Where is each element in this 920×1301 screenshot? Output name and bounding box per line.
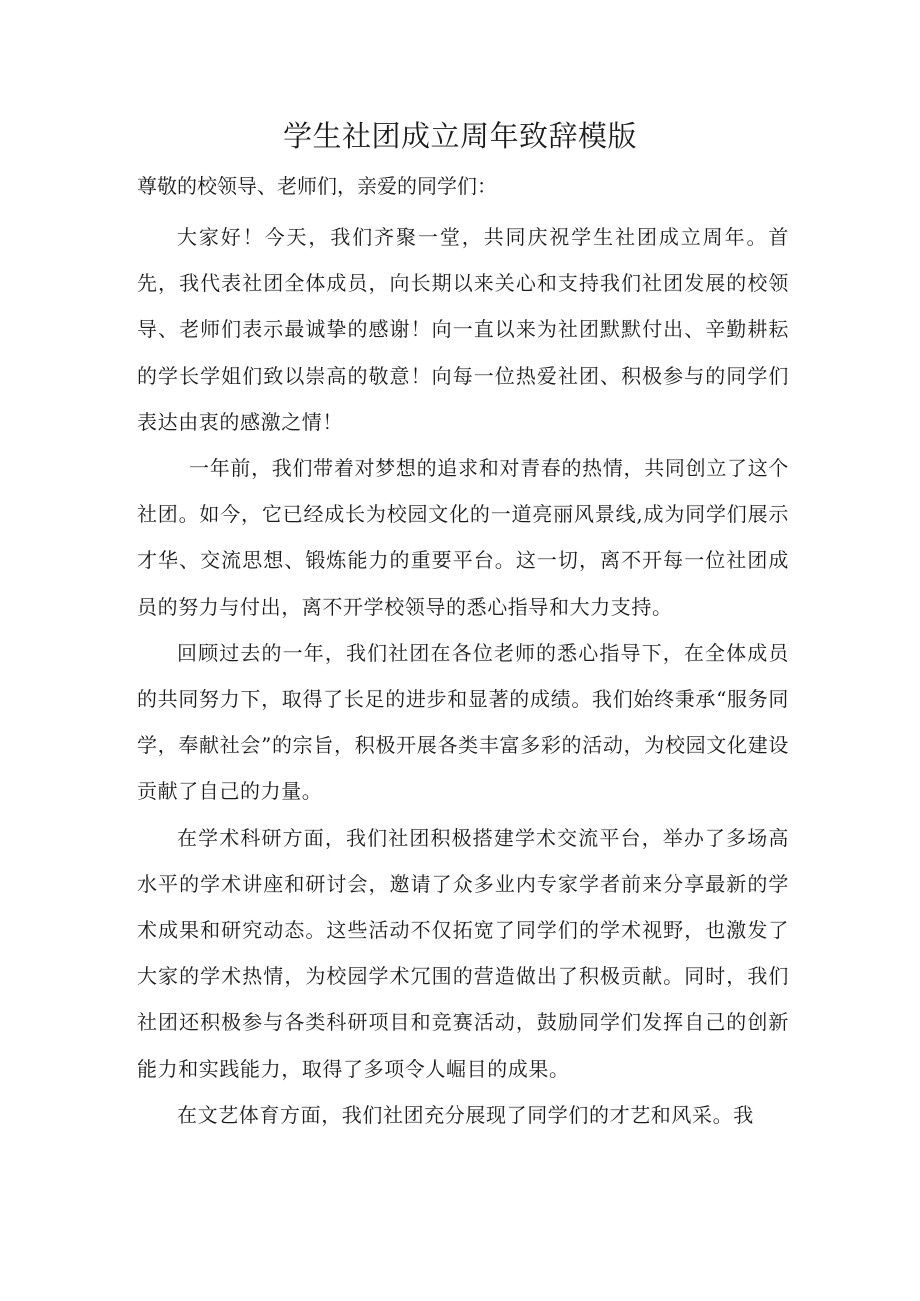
paragraph-greeting: 大家好！今天，我们齐聚一堂，共同庆祝学生社团成立周年。首先，我代表社团全体成员，向长期以来关心和支持我们社团发展的校领导、老师们表示最诚挚的感谢！向一直以来为社团默默付出、辛勤耕耘的学长学姐们致以崇高的敬意！向每一位热爱社团、积极参与的同学们表达由衷的感激之情！ — [137, 225, 789, 434]
paragraph-founding: 一年前，我们带着对梦想的追求和对青春的热情，共同创立了这个社团。如今，它已经成长为校园文化的一道亮丽风景线,成为同学们展示才华、交流思想、锻炼能力的重要平台。这一切，离不开每一位社团成员的努力与付出，离不开学校领导的悉心指导和大力支持。 — [137, 456, 789, 619]
paragraph-arts-sports: 在文艺体育方面，我们社团充分展现了同学们的才艺和风采。我 — [177, 1102, 754, 1127]
paragraph-review: 回顾过去的一年，我们社团在各位老师的悉心指导下，在全体成员的共同努力下，取得了长足的进步和显著的成绩。我们始终秉承“服务同学，奉献社会”的宗旨，积极开展各类丰富多彩的活动，为校园文化建设贡献了自己的力量。 — [137, 640, 789, 804]
document-title: 学生社团成立周年致辞模版 — [282, 119, 637, 153]
document-body — [137, 214, 789, 1138]
paragraph-academic: 在学术科研方面，我们社团积极搭建学术交流平台，举办了多场高水平的学术讲座和研讨会，邀请了众多业内专家学者前来分享最新的学术成果和研究动态。这些活动不仅拓宽了同学们的学术视野，也激发了大家的学术热情，为校园学术冗围的营造做出了积极贡献。同时，我们社团还积极参与各类科研项目和竞赛活动，鼓励同学们发挥自己的创新能力和实践能力，取得了多项令人崛目的成果。 — [137, 825, 789, 1081]
salutation: 尊敬的校领导、老师们，亲爱的同学们： — [137, 174, 497, 198]
